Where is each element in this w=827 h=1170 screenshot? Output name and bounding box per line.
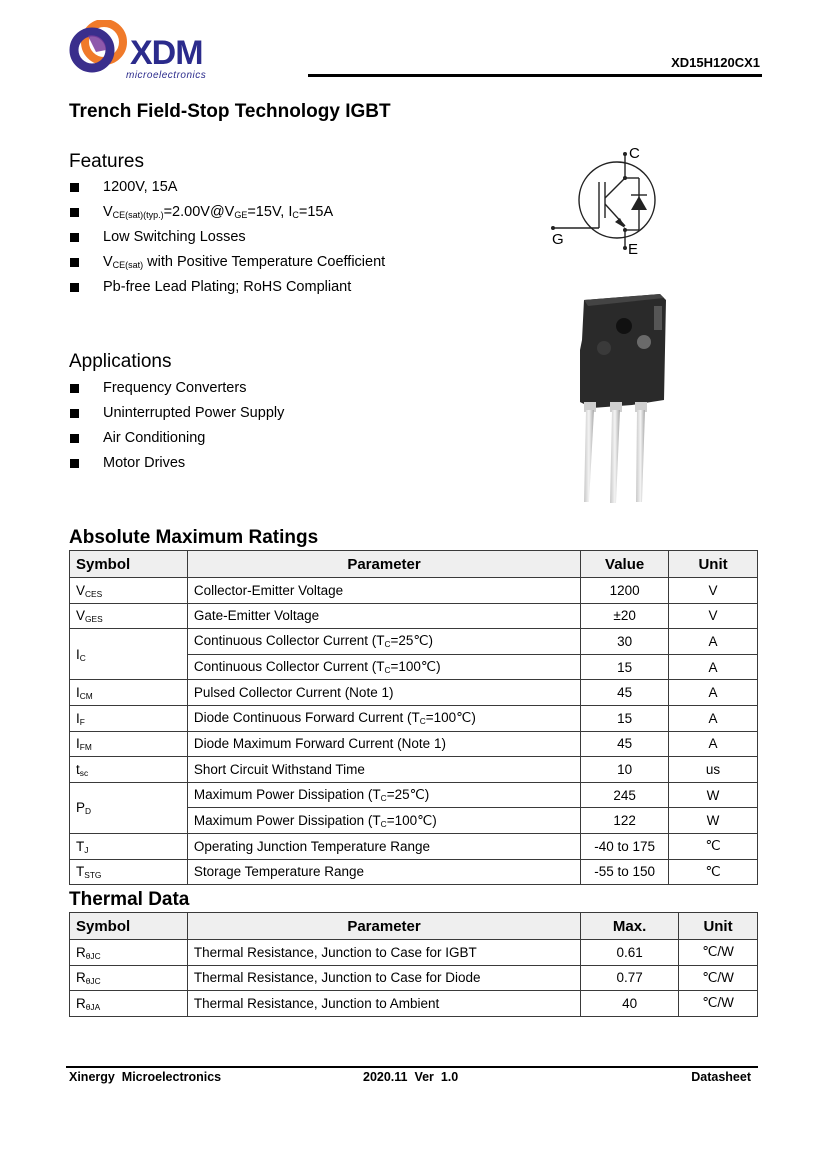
table-row xyxy=(70,629,758,655)
value-cell: 30 xyxy=(581,629,669,655)
absolute-max-ratings-table xyxy=(69,550,758,885)
footer-version: 2020.11 Ver 1.0 xyxy=(363,1070,459,1084)
symbol-cell: $V_{GES}$ xyxy=(70,603,188,629)
features-heading: Features xyxy=(69,151,144,172)
value-cell: ±20 xyxy=(581,603,669,629)
symbol-cell: $R_{\theta JA}$ xyxy=(70,991,188,1017)
table-header-row xyxy=(70,913,758,940)
value-cell: -40 to 175 xyxy=(581,833,669,859)
column-header: Max. xyxy=(581,913,679,940)
value-cell: 15 xyxy=(581,705,669,731)
unit-cell: ℃/W xyxy=(679,991,758,1017)
parameter-cell: Continuous Collector Current $(T_C=100℃)$ xyxy=(187,654,580,680)
parameter-cell: Maximum Power Dissipation $(T_C=100℃)$ xyxy=(187,808,580,834)
parameter-cell: Storage Temperature Range xyxy=(187,859,580,885)
symbol-cell: $R_{\theta JC}$ xyxy=(70,965,188,991)
parameter-cell: Maximum Power Dissipation $(T_C=25℃)$ xyxy=(187,782,580,808)
emitter-label: E xyxy=(628,241,639,258)
table-row xyxy=(70,578,758,604)
symbol-cell: $T_{STG}$ xyxy=(70,859,188,885)
unit-cell: A xyxy=(669,654,758,680)
logo-text: XDM xyxy=(130,34,203,72)
symbol-cell: $I_F$ xyxy=(70,705,188,731)
table-row xyxy=(70,757,758,783)
symbol-cell: $T_J$ xyxy=(70,833,188,859)
feature-item: Low Switching Losses xyxy=(69,225,385,250)
unit-cell: ℃/W xyxy=(679,965,758,991)
collector-label: C xyxy=(629,145,640,162)
company-logo xyxy=(68,20,218,82)
table-header-row xyxy=(70,551,758,578)
application-item: Air Conditioning xyxy=(69,426,284,451)
to-247-package-icon xyxy=(572,290,672,505)
table-row xyxy=(70,731,758,757)
symbol-cell: $V_{CES}$ xyxy=(70,578,188,604)
symbol-cell: $R_{\theta JC}$ xyxy=(70,940,188,966)
value-cell: 1200 xyxy=(581,578,669,604)
thermal-data-heading: Thermal Data xyxy=(69,889,190,910)
unit-cell: ℃ xyxy=(669,859,758,885)
value-cell: 10 xyxy=(581,757,669,783)
bullet-icon xyxy=(70,183,79,192)
symbol-cell: $I_{CM}$ xyxy=(70,680,188,706)
table-row xyxy=(70,859,758,885)
parameter-cell: Thermal Resistance, Junction to Case for Diode xyxy=(187,965,580,991)
igbt-symbol-icon xyxy=(545,140,670,260)
igbt-symbol-diagram xyxy=(545,140,670,260)
table-row xyxy=(70,833,758,859)
table-row xyxy=(70,991,758,1017)
feature-item: 1200V, 15A xyxy=(69,175,385,200)
header-divider xyxy=(308,74,762,77)
unit-cell: ℃/W xyxy=(679,940,758,966)
parameter-cell: Short Circuit Withstand Time xyxy=(187,757,580,783)
footer-divider xyxy=(66,1066,758,1068)
bullet-icon xyxy=(70,233,79,242)
unit-cell: W xyxy=(669,808,758,834)
value-cell: 40 xyxy=(581,991,679,1017)
table-row xyxy=(70,603,758,629)
bullet-icon xyxy=(70,384,79,393)
gate-label: G xyxy=(552,231,564,248)
table-row xyxy=(70,965,758,991)
column-header: Value xyxy=(581,551,669,578)
table-row xyxy=(70,705,758,731)
xdm-logo-icon xyxy=(68,20,130,82)
table-row xyxy=(70,680,758,706)
features-list xyxy=(69,175,385,300)
footer-doc-type: Datasheet xyxy=(691,1070,751,1084)
bullet-icon xyxy=(70,459,79,468)
parameter-cell: Continuous Collector Current $(T_C=25℃)$ xyxy=(187,629,580,655)
application-item: Motor Drives xyxy=(69,451,284,476)
document-title: Trench Field-Stop Technology IGBT xyxy=(69,101,391,122)
thermal-data-table xyxy=(69,912,758,1017)
bullet-icon xyxy=(70,208,79,217)
value-cell: 122 xyxy=(581,808,669,834)
part-number: XD15H120CX1 xyxy=(671,55,760,70)
column-header: Unit xyxy=(679,913,758,940)
bullet-icon xyxy=(70,258,79,267)
symbol-cell: $I_{FM}$ xyxy=(70,731,188,757)
parameter-cell: Diode Maximum Forward Current (Note 1) xyxy=(187,731,580,757)
value-cell: 45 xyxy=(581,731,669,757)
value-cell: 0.61 xyxy=(581,940,679,966)
absolute-max-ratings-heading: Absolute Maximum Ratings xyxy=(69,527,319,548)
feature-item: $V_{CE(sat)(typ.)}=2.00V@V_{GE}=15V$, $I_C=15A$ xyxy=(69,200,385,225)
parameter-cell: Diode Continuous Forward Current $(T_C=100℃)$ xyxy=(187,705,580,731)
unit-cell: W xyxy=(669,782,758,808)
unit-cell: A xyxy=(669,705,758,731)
bullet-icon xyxy=(70,283,79,292)
value-cell: 0.77 xyxy=(581,965,679,991)
column-header: Parameter xyxy=(187,913,580,940)
bullet-icon xyxy=(70,434,79,443)
symbol-cell: $t_{sc}$ xyxy=(70,757,188,783)
unit-cell: V xyxy=(669,603,758,629)
unit-cell: A xyxy=(669,731,758,757)
value-cell: 15 xyxy=(581,654,669,680)
bullet-icon xyxy=(70,409,79,418)
column-header: Symbol xyxy=(70,913,188,940)
applications-list xyxy=(69,376,284,476)
value-cell: 45 xyxy=(581,680,669,706)
unit-cell: A xyxy=(669,629,758,655)
column-header: Symbol xyxy=(70,551,188,578)
product-package-image xyxy=(572,290,672,505)
symbol-cell: $P_D$ xyxy=(70,782,188,833)
table-row xyxy=(70,940,758,966)
unit-cell: us xyxy=(669,757,758,783)
parameter-cell: Thermal Resistance, Junction to Ambient xyxy=(187,991,580,1017)
unit-cell: A xyxy=(669,680,758,706)
application-item: Frequency Converters xyxy=(69,376,284,401)
unit-cell: V xyxy=(669,578,758,604)
parameter-cell: Pulsed Collector Current (Note 1) xyxy=(187,680,580,706)
parameter-cell: Thermal Resistance, Junction to Case for IGBT xyxy=(187,940,580,966)
unit-cell: ℃ xyxy=(669,833,758,859)
logo-subtext: microelectronics xyxy=(126,70,207,81)
value-cell: 245 xyxy=(581,782,669,808)
footer-company: Xinergy Microelectronics xyxy=(69,1070,222,1084)
parameter-cell: Collector-Emitter Voltage xyxy=(187,578,580,604)
column-header: Parameter xyxy=(187,551,580,578)
feature-item: $V_{CE(sat)}$ with Positive Temperature Coefficient xyxy=(69,250,385,275)
value-cell: -55 to 150 xyxy=(581,859,669,885)
parameter-cell: Gate-Emitter Voltage xyxy=(187,603,580,629)
feature-item: Pb-free Lead Plating; RoHS Compliant xyxy=(69,275,385,300)
parameter-cell: Operating Junction Temperature Range xyxy=(187,833,580,859)
application-item: Uninterrupted Power Supply xyxy=(69,401,284,426)
column-header: Unit xyxy=(669,551,758,578)
symbol-cell: $I_C$ xyxy=(70,629,188,680)
applications-heading: Applications xyxy=(69,351,172,372)
table-row xyxy=(70,782,758,808)
